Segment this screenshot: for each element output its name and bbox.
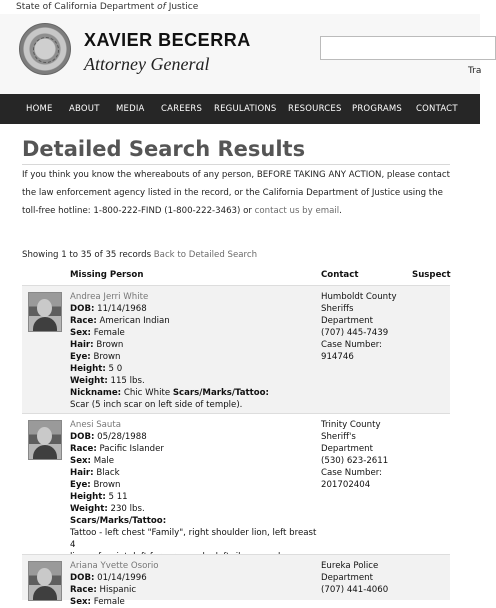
- person-details: [70, 291, 320, 411]
- records-count: [22, 250, 257, 260]
- sex-line: Sex: Female: [70, 597, 125, 607]
- agency-strip: [0, 0, 480, 14]
- column-contact: Contact: [321, 270, 359, 280]
- weight-line: Weight: 115 lbs.: [70, 376, 145, 386]
- hair-line: Hair: Brown: [70, 340, 124, 350]
- translate-link[interactable]: Tra: [468, 66, 482, 76]
- intro-text: If you think you know the whereabouts of any person, BEFORE TAKING ANY ACTION, please contact the law enforcement agency listed in the record, or the California Department of Justice using the toll-free hotline: 1-800-222-FIND (1-800-222-3463) or: [22, 170, 450, 216]
- intro-end: .: [339, 206, 342, 216]
- eye-line: Eye: Brown: [70, 352, 121, 362]
- scars-line: Tattoo - left chest "Family", right shoulder lion, left breast 4: [70, 528, 317, 550]
- records-count-text: Showing 1 to 35 of 35 records: [22, 250, 154, 260]
- eye-line: Eye: Brown: [70, 480, 121, 490]
- nickname-line: Nickname: Chic White Scars/Marks/Tattoo:: [70, 388, 269, 398]
- weight-line: Weight: 230 lbs.: [70, 504, 145, 514]
- column-missing-person: Missing Person: [70, 270, 144, 280]
- person-name[interactable]: Andrea Jerri White: [70, 292, 149, 302]
- contact-info: Trinity County Sheriff's Department (530) 623-2611 Case Number: 201702404: [321, 420, 389, 490]
- dob-line: DOB: 11/14/1968: [70, 304, 147, 314]
- table-row: [22, 555, 450, 607]
- table-row: [22, 286, 450, 413]
- scars-label: Scars/Marks/Tattoo:: [70, 516, 167, 526]
- page-title: Detailed Search Results: [22, 137, 306, 161]
- nav-resources[interactable]: RESOURCES: [288, 104, 342, 114]
- sex-line: Sex: Female: [70, 328, 125, 338]
- nav-careers[interactable]: CAREERS: [161, 104, 203, 114]
- state-seal-logo[interactable]: [19, 23, 71, 75]
- table-row: [22, 414, 450, 554]
- person-details: [70, 419, 320, 563]
- contact-email-link[interactable]: contact us by email: [254, 206, 340, 216]
- title-divider: [22, 164, 450, 165]
- scars-line: Scar (5 inch scar on left side of temple).: [70, 400, 243, 410]
- contact-info: Humboldt County Sheriffs Department (707) 445-7439 Case Number: 914746: [321, 292, 397, 362]
- race-line: Race: American Indian: [70, 316, 170, 326]
- height-line: Height: 5 0: [70, 364, 123, 374]
- agency-text[interactable]: State of California Department of Justice: [16, 2, 199, 12]
- site-search-input[interactable]: [320, 36, 496, 60]
- attorney-general-name[interactable]: XAVIER BECERRA: [84, 30, 251, 50]
- nav-programs[interactable]: PROGRAMS: [352, 104, 403, 114]
- person-details: [70, 560, 320, 608]
- nav-regulations[interactable]: REGULATIONS: [214, 104, 277, 114]
- dob-line: DOB: 05/28/1988: [70, 432, 147, 442]
- nav-home[interactable]: HOME: [26, 104, 53, 114]
- attorney-general-title: Attorney General: [84, 54, 210, 74]
- dob-line: DOB: 01/14/1996: [70, 573, 147, 583]
- main-nav: [0, 94, 480, 124]
- contact-info: Eureka Police Department (707) 441-4060: [321, 561, 389, 595]
- race-line: Race: Hispanic: [70, 585, 137, 595]
- race-line: Race: Pacific Islander: [70, 444, 164, 454]
- person-photo[interactable]: [28, 292, 62, 332]
- hair-line: Hair: Black: [70, 468, 120, 478]
- height-line: Height: 5 11: [70, 492, 128, 502]
- person-name[interactable]: Ariana Yvette Osorio: [70, 561, 159, 571]
- nav-about[interactable]: ABOUT: [69, 104, 100, 114]
- person-photo[interactable]: [28, 561, 62, 601]
- intro-paragraph: [22, 166, 452, 220]
- sex-line: Sex: Male: [70, 456, 115, 466]
- person-name[interactable]: Anesi Sauta: [70, 420, 122, 430]
- back-to-search-link[interactable]: Back to Detailed Search: [153, 250, 258, 260]
- nav-contact[interactable]: CONTACT: [416, 104, 458, 114]
- column-suspect: Suspect: [412, 270, 451, 280]
- nav-media[interactable]: MEDIA: [116, 104, 145, 114]
- person-photo[interactable]: [28, 420, 62, 460]
- site-header: [0, 14, 480, 95]
